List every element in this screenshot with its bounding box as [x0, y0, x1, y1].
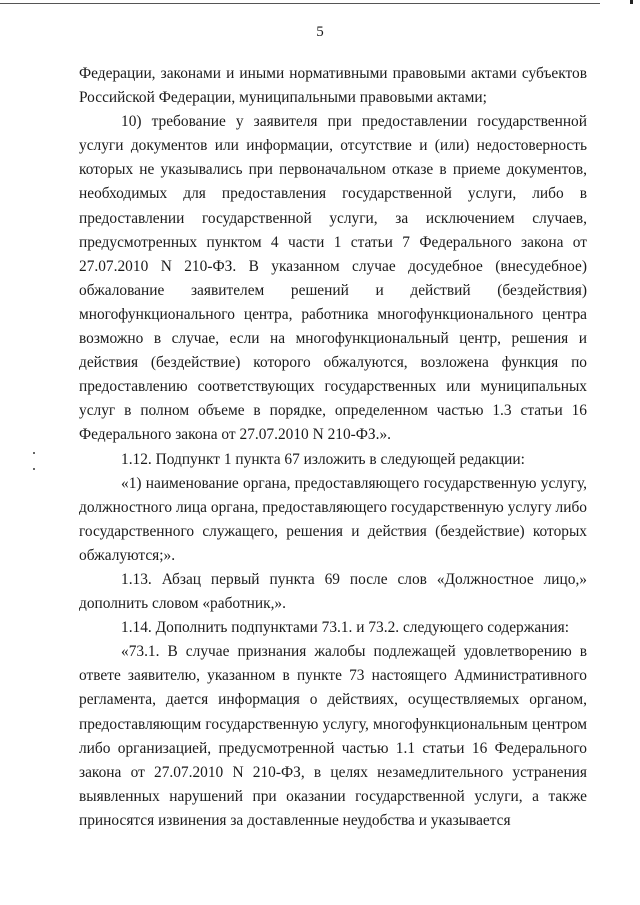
- paragraph-1-13: 1.13. Абзац первый пункта 69 после слов «Должностное лицо,» дополнить словом «работник,».: [79, 570, 587, 613]
- page-number: 5: [316, 24, 324, 40]
- scan-edge-mark: [630, 0, 633, 4]
- paragraph-1-14: 1.14. Дополнить подпунктами 73.1. и 73.2. следующего содержания:: [121, 619, 570, 637]
- margin-speck: [33, 452, 35, 454]
- paragraph-73-1: «73.1. В случае признания жалобы подлежащей удовлетворению в ответе заявителю, указанном в пункте 73 настоящего Административного регламента, дается информация о действиях, осуществляемых органом, предоставляющим государственную услугу, многофункциональным центром либо организацией, предусмотренной частью 1.1 статьи 16 Федерального закона от 27.07.2010 N 210-ФЗ, в целях незамедлительного устранения выявленных нарушений при оказании государственной услуги, а также приносятся извинения за доставленные неудобства и указывается: [79, 643, 587, 829]
- paragraph-continuation: Федерации, законами и иными нормативными правовыми актами субъектов Российской Федерации, муниципальными правовыми актами;: [79, 65, 587, 107]
- paragraph-item-10: 10) требование у заявителя при предоставлении государственной услуги документов или информации, отсутствие и (или) недостоверность которых не указывались при первоначальном отказе в приеме документов, необходимых для предоставления государственной услуги, либо в предоставлении государственной услуги, за исключением случаев, предусмотренных пунктом 4 части 1 статьи 7 Федерального закона от 27.07.2010 N 210-ФЗ. В указанном случае досудебное (внесудебное) обжалование заявителем решений и действий (бездействия) многофункционального центра, работника многофункционального центра возможно в случае, если на многофункциональный центр, решения и действия (бездействие) которого обжалуются, возложена функция по предоставлению соответствующих государственных или муниципальных услуг в полном объеме в порядке, определенном частью 1.3 статьи 16 Федерального закона от 27.07.2010 N 210-ФЗ.».: [79, 113, 587, 444]
- paragraph-1-12: 1.12. Подпункт 1 пункта 67 изложить в следующей редакции:: [121, 450, 525, 468]
- paragraph-quote-item-1: «1) наименование органа, предоставляющего государственную услугу, должностного лица органа, предоставляющего государственную услугу либо государственного служащего, решения и действия (бездействие) которых обжалуются;».: [79, 474, 587, 564]
- margin-speck: [33, 468, 35, 470]
- document-body: [79, 62, 587, 833]
- top-edge-line: [0, 3, 600, 4]
